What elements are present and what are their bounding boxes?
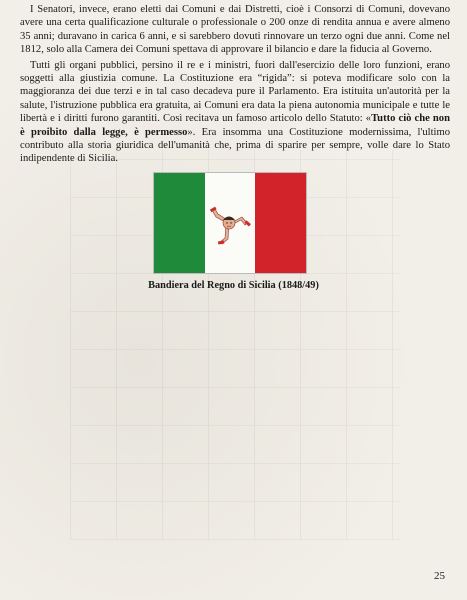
statute-quote: Tutto ciò che non è proibito dalla legge, è permesso <box>20 113 450 138</box>
paragraph-senators: I Senatori, invece, erano eletti dai Comuni e dai Distretti, cioè i Consorzi di Comuni, dovevano avere una certa qualificazione culturale o professionale o 200 onze di rendita annua e avere almeno 35 anni; duravano in carica 6 anni, e si sarebbero dovuti rinnovare un terzo ogni due anni. Come nel 1812, solo alla Camera dei Comuni spettava di approvare il bilancio e dare la fiducia al Governo. <box>20 4 450 56</box>
flag-red-stripe <box>255 173 306 273</box>
paragraph-constitution-start: Tutti gli organi pubblici, persino il re e i ministri, fuori dall'esercizio delle loro funzioni, erano soggetti alla giustizia comune. La Costituzione era “rigida”: si poteva modificare solo con la maggioranza dei due terzi e in tal caso decadeva pure il Parlamento. Era istituita un'autorità per la salute, l'istruzione pubblica era gratuita, ai Comuni era data la piena autonomia municipale e tutte le libertà e i diritti furono garantiti. Così recitava un famoso articolo dello Statuto: « <box>20 59 450 125</box>
paragraph-constitution <box>20 59 450 166</box>
paragraph-constitution-end: ». Era insomma una Costituzione modernissima, l'ultimo contributo alla storia giuridica dell'umanità che, prima di sparire per sempre, volle dare lo Stato indipendente di Sicilia. <box>20 126 451 165</box>
flag-green-stripe <box>154 173 205 273</box>
body-text <box>20 3 450 166</box>
trinacria-icon <box>202 197 256 251</box>
figure-caption: Bandiera del Regno di Sicilia (1848/49) <box>148 280 319 291</box>
page-number: 25 <box>434 570 445 582</box>
